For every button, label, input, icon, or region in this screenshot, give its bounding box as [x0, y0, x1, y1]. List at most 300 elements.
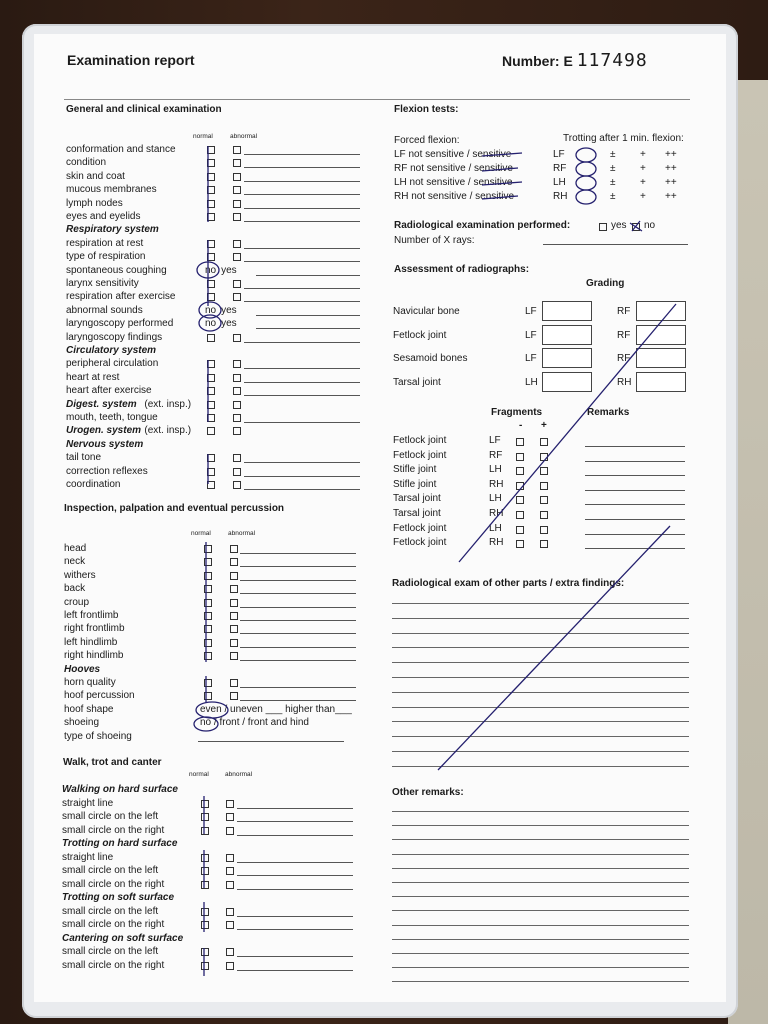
notes-line[interactable]: [198, 741, 344, 742]
grading-box[interactable]: [542, 372, 592, 392]
form-row: [66, 210, 396, 223]
normal-checkbox[interactable]: [204, 625, 212, 633]
flexion-grade[interactable]: ±: [610, 177, 616, 188]
row-label: Hooves: [64, 663, 101, 675]
form-row: [66, 290, 396, 303]
normal-checkbox[interactable]: [201, 854, 209, 862]
abnormal-checkbox[interactable]: [230, 639, 238, 647]
abnormal-checkbox[interactable]: [230, 612, 238, 620]
abnormal-checkbox[interactable]: [233, 454, 241, 462]
choice-yes[interactable]: yes: [221, 318, 237, 330]
normal-checkbox[interactable]: [207, 293, 215, 301]
fragment-plus-checkbox[interactable]: [540, 467, 548, 475]
writing-line[interactable]: [392, 721, 689, 722]
flexion-grade[interactable]: ++: [665, 163, 677, 174]
fragments-label: Fragments: [491, 407, 543, 418]
normal-checkbox[interactable]: [201, 813, 209, 821]
abnormal-checkbox[interactable]: [230, 558, 238, 566]
flexion-grade[interactable]: +: [640, 149, 646, 160]
writing-line[interactable]: [392, 967, 689, 968]
fragment-plus-checkbox[interactable]: [540, 540, 548, 548]
normal-checkbox[interactable]: [204, 612, 212, 620]
abnormal-checkbox[interactable]: [233, 401, 241, 409]
writing-line[interactable]: [392, 854, 689, 855]
row-label: abnormal sounds: [66, 304, 143, 316]
notes-line[interactable]: [237, 956, 353, 957]
writing-line[interactable]: [392, 662, 689, 663]
walk-col-normal: normal: [189, 771, 209, 778]
abnormal-checkbox[interactable]: [226, 962, 234, 970]
fragment-remarks-line[interactable]: [585, 519, 685, 520]
grading-box[interactable]: [636, 372, 686, 392]
form-row: [66, 183, 396, 196]
normal-checkbox[interactable]: [207, 334, 215, 342]
form-row: [66, 411, 396, 424]
report-number-value: 117498: [576, 50, 648, 71]
row-label: mucous membranes: [66, 184, 157, 196]
notes-line[interactable]: [244, 382, 360, 383]
abnormal-checkbox[interactable]: [233, 468, 241, 476]
flexion-grade[interactable]: ±: [610, 149, 616, 160]
fragment-leg: LF: [489, 435, 501, 446]
row-label: head: [64, 543, 87, 554]
assessment-label: Tarsal joint: [393, 376, 441, 388]
radiological-yes-checkbox[interactable]: [599, 223, 607, 231]
fragment-leg: RF: [489, 449, 503, 461]
fragment-label: Fetlock joint: [393, 435, 447, 446]
normal-checkbox[interactable]: [207, 401, 215, 409]
normal-checkbox[interactable]: [207, 200, 215, 208]
abnormal-checkbox[interactable]: [233, 387, 241, 395]
normal-checkbox[interactable]: [204, 679, 212, 687]
normal-checkbox[interactable]: [201, 867, 209, 875]
abnormal-checkbox[interactable]: [226, 827, 234, 835]
writing-line[interactable]: [392, 647, 689, 648]
choice-options: [205, 304, 237, 317]
form-row: [62, 851, 392, 864]
normal-checkbox[interactable]: [204, 545, 212, 553]
normal-checkbox[interactable]: [201, 921, 209, 929]
choice-options: [205, 264, 237, 277]
fragment-plus-checkbox[interactable]: [540, 438, 548, 446]
abnormal-checkbox[interactable]: [233, 280, 241, 288]
abnormal-checkbox[interactable]: [226, 800, 234, 808]
grading-box[interactable]: [636, 348, 686, 368]
fragment-remarks-line[interactable]: [585, 475, 685, 476]
writing-line[interactable]: [392, 603, 689, 604]
grading-box[interactable]: [636, 325, 686, 345]
circle-grade-rh: [576, 190, 596, 204]
form-row: [64, 542, 394, 555]
abnormal-checkbox[interactable]: [226, 881, 234, 889]
fragment-label: Fetlock joint: [393, 449, 447, 461]
form-row: [62, 783, 392, 796]
form-row: [62, 918, 392, 931]
writing-line[interactable]: [392, 868, 689, 869]
notes-line[interactable]: [240, 660, 356, 661]
normal-checkbox[interactable]: [201, 881, 209, 889]
row-label: Nervous system: [66, 438, 144, 450]
fragment-plus-checkbox[interactable]: [540, 526, 548, 534]
notes-line[interactable]: [240, 593, 356, 594]
row-label: croup: [64, 596, 90, 608]
normal-checkbox[interactable]: [207, 374, 215, 382]
row-label: Digest. system: [66, 398, 137, 410]
form-row: [66, 384, 396, 397]
writing-line[interactable]: [392, 825, 689, 826]
form-row: [66, 264, 396, 277]
fragment-remarks-line[interactable]: [585, 490, 685, 491]
notes-line[interactable]: [244, 476, 360, 477]
row-label: conformation and stance: [66, 144, 176, 155]
form-row: [66, 156, 396, 169]
writing-line[interactable]: [392, 981, 689, 982]
other-remarks-title: Other remarks:: [392, 787, 464, 798]
notes-line[interactable]: [240, 580, 356, 581]
row-label: spontaneous coughing: [66, 264, 167, 276]
normal-checkbox[interactable]: [207, 280, 215, 288]
abnormal-checkbox[interactable]: [233, 159, 241, 167]
notes-line[interactable]: [237, 862, 353, 863]
normal-checkbox[interactable]: [207, 253, 215, 261]
fragment-minus-checkbox[interactable]: [516, 496, 524, 504]
choice-yes[interactable]: yes: [221, 264, 237, 276]
notes-line[interactable]: [244, 181, 360, 182]
notes-line[interactable]: [240, 647, 356, 648]
fragment-remarks-line[interactable]: [585, 504, 685, 505]
abnormal-checkbox[interactable]: [233, 146, 241, 154]
form-row: [66, 424, 396, 437]
notes-line[interactable]: [240, 620, 356, 621]
notes-line[interactable]: [256, 275, 360, 276]
abnormal-checkbox[interactable]: [226, 948, 234, 956]
flexion-grade[interactable]: +: [640, 177, 646, 188]
row-label: Trotting on hard surface: [62, 838, 178, 849]
form-row: [64, 555, 394, 568]
abnormal-checkbox[interactable]: [233, 414, 241, 422]
abnormal-checkbox[interactable]: [230, 679, 238, 687]
writing-line[interactable]: [392, 882, 689, 883]
form-row: [66, 344, 396, 357]
row-label: skin and coat: [66, 170, 125, 182]
notes-line[interactable]: [240, 553, 356, 554]
abnormal-checkbox[interactable]: [233, 360, 241, 368]
normal-checkbox[interactable]: [207, 387, 215, 395]
remarks-label: Remarks: [587, 407, 630, 418]
row-label: larynx sensitivity: [66, 278, 139, 289]
form-row: [66, 237, 396, 250]
notes-line[interactable]: [244, 342, 360, 343]
row-label: laryngoscopy performed: [66, 318, 174, 330]
row-label: heart at rest: [66, 371, 120, 383]
row-label: respiration after exercise: [66, 291, 176, 303]
notes-line[interactable]: [244, 154, 360, 155]
row-label: mouth, teeth, tongue: [66, 412, 158, 423]
normal-checkbox[interactable]: [207, 213, 215, 221]
flexion-grade[interactable]: +: [640, 191, 646, 202]
notes-line[interactable]: [244, 208, 360, 209]
normal-checkbox[interactable]: [207, 468, 215, 476]
writing-line[interactable]: [392, 925, 689, 926]
normal-checkbox[interactable]: [201, 800, 209, 808]
abnormal-checkbox[interactable]: [233, 173, 241, 181]
fragment-label: Stifle joint: [393, 478, 437, 490]
writing-line[interactable]: [392, 707, 689, 708]
row-label: hoof percussion: [64, 690, 135, 702]
fragment-remarks-line[interactable]: [585, 548, 685, 549]
notes-line[interactable]: [240, 607, 356, 608]
row-label: Trotting on soft surface: [62, 892, 175, 903]
choice-no[interactable]: no: [205, 264, 217, 276]
trotting-after-flexion-label: Trotting after 1 min. flexion:: [563, 133, 684, 144]
normal-checkbox[interactable]: [204, 639, 212, 647]
writing-line[interactable]: [392, 677, 689, 678]
row-label: eyes and eyelids: [66, 211, 141, 222]
fragment-minus-checkbox[interactable]: [516, 438, 524, 446]
assessment-leg-a: LH: [525, 376, 538, 388]
notes-line[interactable]: [244, 489, 360, 490]
notes-line[interactable]: [237, 835, 353, 836]
normal-checkbox[interactable]: [201, 948, 209, 956]
fragment-label: Stifle joint: [393, 464, 437, 476]
abnormal-checkbox[interactable]: [226, 854, 234, 862]
abnormal-checkbox[interactable]: [226, 908, 234, 916]
writing-line[interactable]: [392, 736, 689, 737]
fragment-minus-checkbox[interactable]: [516, 526, 524, 534]
writing-line[interactable]: [392, 692, 689, 693]
notes-line[interactable]: [244, 462, 360, 463]
fragment-remarks-line[interactable]: [585, 534, 685, 535]
fragment-leg: LH: [489, 464, 502, 476]
abnormal-checkbox[interactable]: [230, 599, 238, 607]
assessment-leg-a: LF: [525, 329, 537, 341]
fragment-minus-checkbox[interactable]: [516, 467, 524, 475]
forced-flexion-label: Forced flexion:: [394, 135, 460, 146]
fragment-minus-checkbox[interactable]: [516, 482, 524, 490]
flexion-grade[interactable]: ++: [665, 149, 677, 160]
abnormal-checkbox[interactable]: [233, 427, 241, 435]
abnormal-checkbox[interactable]: [233, 240, 241, 248]
normal-checkbox[interactable]: [204, 572, 212, 580]
normal-checkbox[interactable]: [201, 908, 209, 916]
writing-line[interactable]: [392, 839, 689, 840]
row-label: small circle on the left: [62, 946, 159, 957]
fragment-minus-checkbox[interactable]: [516, 511, 524, 519]
notes-line[interactable]: [244, 248, 360, 249]
fragments-minus: -: [519, 420, 523, 431]
row-label: Respiratory system: [66, 224, 159, 236]
normal-checkbox[interactable]: [207, 414, 215, 422]
fragment-plus-checkbox[interactable]: [540, 496, 548, 504]
radiological-no-checkbox[interactable]: [632, 223, 640, 231]
row-label: straight line: [62, 797, 114, 809]
flexion-leg: LF: [553, 149, 565, 160]
fragment-plus-checkbox[interactable]: [540, 511, 548, 519]
writing-line[interactable]: [392, 766, 689, 767]
abnormal-checkbox[interactable]: [233, 374, 241, 382]
writing-line[interactable]: [392, 896, 689, 897]
abnormal-checkbox[interactable]: [230, 585, 238, 593]
grading-box[interactable]: [542, 325, 592, 345]
writing-line[interactable]: [392, 751, 689, 752]
notes-line[interactable]: [256, 315, 360, 316]
fragment-plus-checkbox[interactable]: [540, 482, 548, 490]
form-row: [64, 596, 394, 609]
walk-section-title: Walk, trot and canter: [63, 757, 162, 768]
row-label: left hindlimb: [64, 636, 118, 648]
abnormal-checkbox[interactable]: [230, 625, 238, 633]
form-row: [62, 864, 392, 877]
notes-line[interactable]: [237, 808, 353, 809]
normal-checkbox[interactable]: [207, 360, 215, 368]
choice-yes[interactable]: yes: [221, 304, 237, 316]
abnormal-checkbox[interactable]: [233, 253, 241, 261]
normal-checkbox[interactable]: [201, 827, 209, 835]
assessment-label: Fetlock joint: [393, 329, 447, 341]
number-of-xrays-line[interactable]: [543, 244, 688, 245]
normal-checkbox[interactable]: [207, 481, 215, 489]
form-row: [62, 932, 392, 945]
form-row: [66, 250, 396, 263]
notes-line[interactable]: [256, 328, 360, 329]
option-text: even / uneven ___ higher than___: [200, 703, 352, 715]
notes-line[interactable]: [244, 368, 360, 369]
fragment-minus-checkbox[interactable]: [516, 540, 524, 548]
normal-checkbox[interactable]: [207, 146, 215, 154]
form-row: [64, 649, 394, 662]
abnormal-checkbox[interactable]: [233, 186, 241, 194]
abnormal-checkbox[interactable]: [230, 692, 238, 700]
flexion-grade[interactable]: ±: [610, 191, 616, 202]
row-label: correction reflexes: [66, 465, 148, 477]
row-label: small circle on the left: [62, 811, 159, 822]
notes-line[interactable]: [244, 395, 360, 396]
notes-line[interactable]: [237, 929, 353, 930]
form-row: [66, 197, 396, 210]
notes-line[interactable]: [244, 301, 360, 302]
inspection-section-title: Inspection, palpation and eventual percussion: [64, 503, 285, 514]
normal-checkbox[interactable]: [204, 692, 212, 700]
writing-line[interactable]: [392, 811, 689, 812]
flexion-row-text: LF not sensitive / sensitive: [394, 149, 512, 160]
row-label: coordination: [66, 479, 121, 490]
row-label: Walking on hard surface: [62, 784, 178, 795]
normal-checkbox[interactable]: [207, 186, 215, 194]
notes-line[interactable]: [237, 875, 353, 876]
notes-line[interactable]: [240, 566, 356, 567]
row-label: Urogen. system: [66, 425, 142, 437]
flexion-grade[interactable]: ±: [610, 163, 616, 174]
abnormal-checkbox[interactable]: [230, 652, 238, 660]
notes-line[interactable]: [240, 633, 356, 634]
abnormal-checkbox[interactable]: [233, 213, 241, 221]
assessment-leg-b: RF: [617, 353, 631, 364]
form-row: [66, 170, 396, 183]
writing-line[interactable]: [392, 939, 689, 940]
fragment-remarks-line[interactable]: [585, 461, 685, 462]
notes-line[interactable]: [244, 221, 360, 222]
other-parts-title: Radiological exam of other parts / extra findings:: [392, 578, 625, 589]
row-label: straight line: [62, 851, 114, 863]
choice-no[interactable]: no: [205, 318, 217, 330]
flexion-grade[interactable]: ++: [665, 191, 677, 202]
row-label: tail tone: [66, 452, 102, 464]
flexion-grade[interactable]: ++: [665, 177, 677, 188]
row-label: type of respiration: [66, 251, 146, 263]
assessment-leg-b: RH: [617, 376, 632, 388]
row-label: peripheral circulation: [66, 358, 159, 370]
notes-line[interactable]: [237, 970, 353, 971]
form-row: [62, 878, 392, 891]
abnormal-checkbox[interactable]: [233, 481, 241, 489]
normal-checkbox[interactable]: [207, 240, 215, 248]
writing-line[interactable]: [392, 910, 689, 911]
abnormal-checkbox[interactable]: [230, 545, 238, 553]
row-label: back: [64, 583, 86, 595]
writing-line[interactable]: [392, 633, 689, 634]
form-row: [66, 465, 396, 478]
abnormal-checkbox[interactable]: [233, 334, 241, 342]
abnormal-checkbox[interactable]: [226, 867, 234, 875]
grading-box[interactable]: [636, 301, 686, 321]
normal-checkbox[interactable]: [207, 427, 215, 435]
normal-checkbox[interactable]: [204, 558, 212, 566]
normal-checkbox[interactable]: [207, 454, 215, 462]
notes-line[interactable]: [244, 422, 360, 423]
notes-line[interactable]: [237, 821, 353, 822]
header-divider: [64, 99, 690, 100]
fragment-minus-checkbox[interactable]: [516, 453, 524, 461]
fragment-remarks-line[interactable]: [585, 446, 685, 447]
fragment-leg: LH: [489, 522, 502, 534]
normal-checkbox[interactable]: [204, 599, 212, 607]
notes-line[interactable]: [240, 687, 356, 688]
circle-grade-rf: [576, 162, 596, 176]
flexion-grade[interactable]: +: [640, 163, 646, 174]
notes-line[interactable]: [237, 889, 353, 890]
writing-line[interactable]: [392, 618, 689, 619]
abnormal-checkbox[interactable]: [233, 293, 241, 301]
normal-checkbox[interactable]: [207, 159, 215, 167]
fragment-plus-checkbox[interactable]: [540, 453, 548, 461]
notes-line[interactable]: [240, 700, 356, 701]
abnormal-checkbox[interactable]: [233, 200, 241, 208]
normal-checkbox[interactable]: [204, 652, 212, 660]
notes-line[interactable]: [244, 167, 360, 168]
notes-line[interactable]: [244, 261, 360, 262]
report-title: Examination report: [67, 52, 195, 68]
form-row: [64, 569, 394, 582]
normal-checkbox[interactable]: [207, 173, 215, 181]
grading-box[interactable]: [542, 348, 592, 368]
flexion-leg: RH: [553, 191, 568, 202]
abnormal-checkbox[interactable]: [230, 572, 238, 580]
normal-checkbox[interactable]: [204, 585, 212, 593]
notes-line[interactable]: [244, 194, 360, 195]
notes-line[interactable]: [237, 916, 353, 917]
assessment-leg-b: RF: [617, 329, 631, 341]
normal-checkbox[interactable]: [201, 962, 209, 970]
circle-grade-lf: [576, 148, 596, 162]
abnormal-checkbox[interactable]: [226, 813, 234, 821]
row-label: type of shoeing: [64, 730, 132, 742]
grading-box[interactable]: [542, 301, 592, 321]
abnormal-checkbox[interactable]: [226, 921, 234, 929]
writing-line[interactable]: [392, 953, 689, 954]
inspection-col-abnormal: abnormal: [228, 530, 256, 537]
notes-line[interactable]: [244, 288, 360, 289]
choice-no[interactable]: no: [205, 304, 217, 316]
